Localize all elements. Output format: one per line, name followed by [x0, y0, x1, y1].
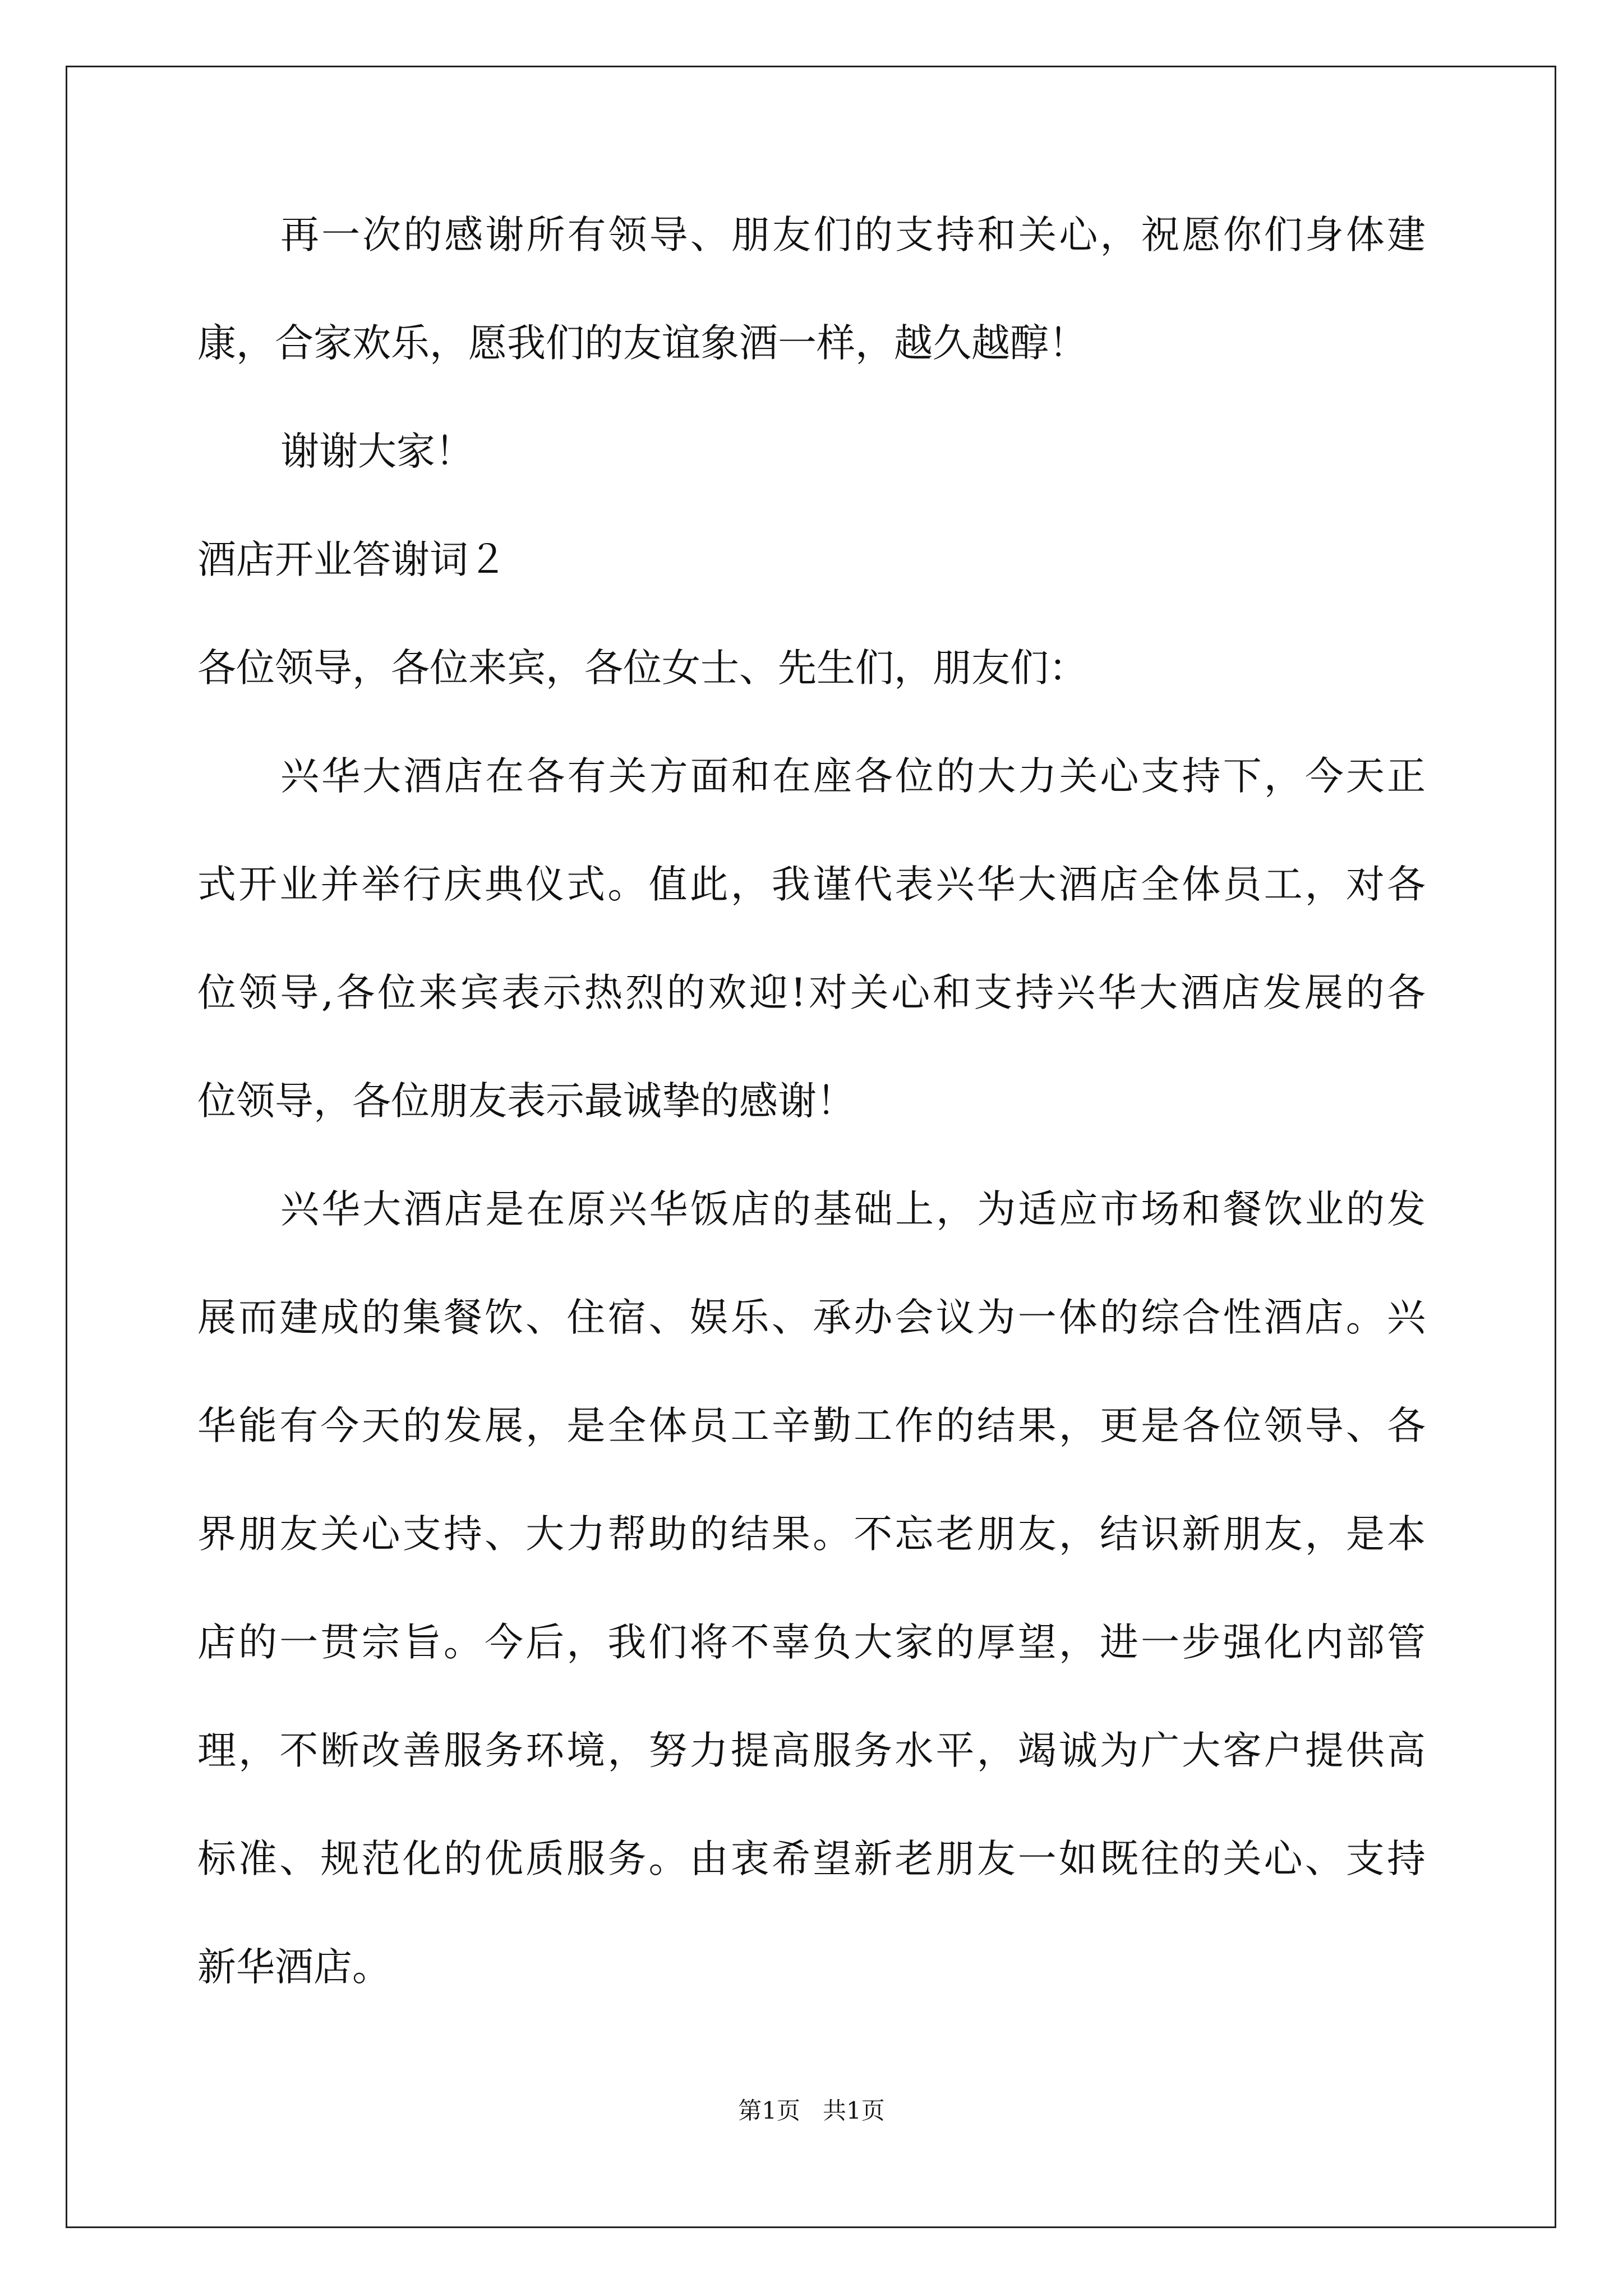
text-line: 康，合家欢乐，愿我们的友谊象酒一样，越久越醇！ [197, 321, 1087, 366]
text-line: 再一次的感谢所有领导、朋友们的支持和关心，祝愿你们身体建 [280, 213, 1426, 257]
paragraph [197, 754, 1426, 1124]
page-footer [0, 2099, 1623, 2123]
text-line: 兴华大酒店在各有关方面和在座各位的大力关心支持下，今天正 [280, 754, 1426, 799]
text-line: 理，不断改善服务环境，努力提高服务水平，竭诚为广大客户提供高 [197, 1728, 1426, 1773]
text-line: 位领导,各位来宾表示热烈的欢迎!对关心和支持兴华大酒店发展的各 [197, 970, 1426, 1015]
text-line: 新华酒店。 [197, 1945, 391, 1990]
text-line: 店的一贯宗旨。今后，我们将不辜负大家的厚望，进一步强化内部管 [197, 1620, 1426, 1665]
text-line: 式开业并举行庆典仪式。值此，我谨代表兴华大酒店全体员工，对各 [197, 862, 1426, 907]
paragraph [197, 429, 1426, 474]
text-line: 展而建成的集餐饮、住宿、娱乐、承办会议为一体的综合性酒店。兴 [197, 1295, 1426, 1340]
paragraph [197, 1187, 1426, 1990]
section-heading [197, 537, 1426, 582]
text-line: 谢谢大家！ [280, 429, 474, 474]
page-number: 第1页 共1页 [738, 2097, 885, 2124]
paragraph [197, 213, 1426, 366]
text-line: 界朋友关心支持、大力帮助的结果。不忘老朋友，结识新朋友，是本 [197, 1512, 1426, 1557]
text-line: 标准、规范化的优质服务。由衷希望新老朋友一如既往的关心、支持 [197, 1837, 1426, 1881]
heading-text: 酒店开业答谢词２ [197, 537, 507, 582]
document-body [197, 213, 1426, 1990]
salutation [197, 646, 1426, 691]
text-line: 华能有今天的发展，是全体员工辛勤工作的结果，更是各位领导、各 [197, 1404, 1426, 1448]
text-line: 兴华大酒店是在原兴华饭店的基础上，为适应市场和餐饮业的发 [280, 1187, 1426, 1232]
text-line: 位领导，各位朋友表示最诚挚的感谢！ [197, 1079, 855, 1124]
text-line: 各位领导，各位来宾，各位女士、先生们，朋友们： [197, 646, 1087, 691]
